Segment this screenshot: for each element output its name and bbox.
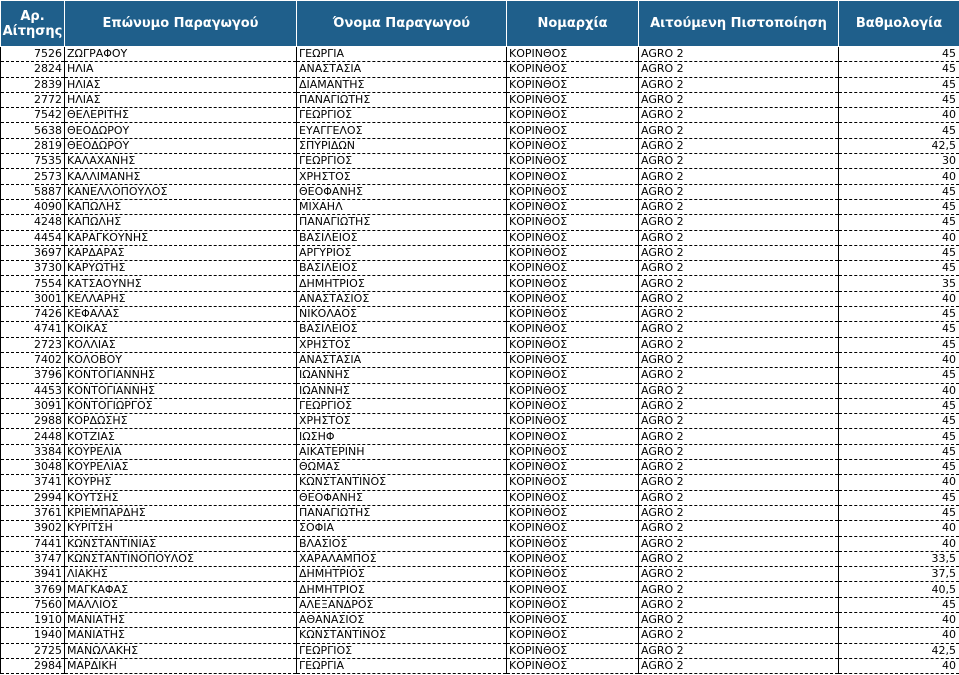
application-number-cell: 3091 <box>1 398 65 413</box>
application-number-cell: 2723 <box>1 337 65 352</box>
certification-cell: AGRO 2 <box>639 368 839 383</box>
surname-cell: ΚΑΠΩΛΗΣ <box>65 215 297 230</box>
surname-cell: ΚΟΝΤΟΓΙΑΝΝΗΣ <box>65 383 297 398</box>
prefecture-cell: ΚΟΡΙΝΘΟΣ <box>507 368 639 383</box>
prefecture-cell: ΚΟΡΙΝΘΟΣ <box>507 628 639 643</box>
surname-cell: ΘΕΟΔΩΡΟΥ <box>65 123 297 138</box>
table-row <box>1 414 959 429</box>
certification-cell: AGRO 2 <box>639 536 839 551</box>
application-number-cell: 4453 <box>1 383 65 398</box>
application-number-cell: 2984 <box>1 658 65 673</box>
name-cell: ΑΝΑΣΤΑΣΙΟΣ <box>297 291 507 306</box>
score-cell: 45 <box>839 368 959 383</box>
name-cell: ΔΗΜΗΤΡΙΟΣ <box>297 276 507 291</box>
application-number-cell: 3761 <box>1 505 65 520</box>
table-row <box>1 383 959 398</box>
certification-cell: AGRO 2 <box>639 628 839 643</box>
certification-cell: AGRO 2 <box>639 597 839 612</box>
surname-cell: ΜΑΛΛΙΟΣ <box>65 597 297 612</box>
application-number-cell: 2725 <box>1 643 65 658</box>
prefecture-cell: ΚΟΡΙΝΘΟΣ <box>507 551 639 566</box>
name-cell: ΒΑΣΙΛΕΙΟΣ <box>297 261 507 276</box>
score-cell: 45 <box>839 444 959 459</box>
table-row <box>1 184 959 199</box>
surname-cell: ΚΟΥΡΗΣ <box>65 475 297 490</box>
application-number-cell: 3730 <box>1 261 65 276</box>
score-cell: 45 <box>839 261 959 276</box>
prefecture-cell: ΚΟΡΙΝΘΟΣ <box>507 307 639 322</box>
surname-cell: ΚΑΛΛΙΜΑΝΗΣ <box>65 169 297 184</box>
name-cell: ΓΕΩΡΓΙΟΣ <box>297 643 507 658</box>
certification-cell: AGRO 2 <box>639 475 839 490</box>
header-requested-certification: Αιτούμενη Πιστοποίηση <box>639 1 839 47</box>
header-prefecture: Νομαρχία <box>507 1 639 47</box>
header-producer-surname: Επώνυμο Παραγωγού <box>65 1 297 47</box>
score-cell: 40 <box>839 230 959 245</box>
certification-cell: AGRO 2 <box>639 352 839 367</box>
table-row <box>1 92 959 107</box>
table-row <box>1 398 959 413</box>
application-number-cell: 7560 <box>1 597 65 612</box>
table-row <box>1 536 959 551</box>
certification-cell: AGRO 2 <box>639 521 839 536</box>
table-row <box>1 352 959 367</box>
score-cell: 45 <box>839 429 959 444</box>
name-cell: ΓΕΩΡΓΙΑ <box>297 47 507 62</box>
name-cell: ΝΙΚΟΛΑΟΣ <box>297 307 507 322</box>
score-cell: 42,5 <box>839 138 959 153</box>
score-cell: 45 <box>839 505 959 520</box>
certification-cell: AGRO 2 <box>639 276 839 291</box>
prefecture-cell: ΚΟΡΙΝΘΟΣ <box>507 154 639 169</box>
score-cell: 40 <box>839 612 959 627</box>
surname-cell: ΘΕΟΔΩΡΟΥ <box>65 138 297 153</box>
surname-cell: ΚΑΡΔΑΡΑΣ <box>65 245 297 260</box>
application-number-cell: 3902 <box>1 521 65 536</box>
application-number-cell: 7554 <box>1 276 65 291</box>
table-row <box>1 643 959 658</box>
prefecture-cell: ΚΟΡΙΝΘΟΣ <box>507 429 639 444</box>
surname-cell: ΚΟΤΖΙΑΣ <box>65 429 297 444</box>
name-cell: ΑΝΑΣΤΑΣΙΑ <box>297 352 507 367</box>
surname-cell: ΜΑΡΔΙΚΗ <box>65 658 297 673</box>
certification-cell: AGRO 2 <box>639 460 839 475</box>
table-row <box>1 62 959 77</box>
surname-cell: ΚΟΛΟΒΟΥ <box>65 352 297 367</box>
name-cell: ΒΑΣΙΛΕΙΟΣ <box>297 230 507 245</box>
application-number-cell: 4090 <box>1 199 65 214</box>
score-cell: 40 <box>839 521 959 536</box>
score-cell: 45 <box>839 123 959 138</box>
table-row <box>1 322 959 337</box>
application-number-cell: 7426 <box>1 307 65 322</box>
name-cell: ΠΑΝΑΓΙΩΤΗΣ <box>297 505 507 520</box>
name-cell: ΚΩΝΣΤΑΝΤΙΝΟΣ <box>297 628 507 643</box>
application-number-cell: 5638 <box>1 123 65 138</box>
name-cell: ΧΡΗΣΤΟΣ <box>297 169 507 184</box>
certification-cell: AGRO 2 <box>639 307 839 322</box>
prefecture-cell: ΚΟΡΙΝΘΟΣ <box>507 291 639 306</box>
table-row <box>1 444 959 459</box>
name-cell: ΒΑΣΙΛΕΙΟΣ <box>297 322 507 337</box>
score-cell: 45 <box>839 597 959 612</box>
name-cell: ΧΡΗΣΤΟΣ <box>297 337 507 352</box>
name-cell: ΠΑΝΑΓΙΩΤΗΣ <box>297 215 507 230</box>
certification-cell: AGRO 2 <box>639 138 839 153</box>
application-number-cell: 5887 <box>1 184 65 199</box>
header-row <box>1 1 959 47</box>
score-cell: 45 <box>839 77 959 92</box>
certification-cell: AGRO 2 <box>639 184 839 199</box>
certification-cell: AGRO 2 <box>639 154 839 169</box>
score-cell: 45 <box>839 92 959 107</box>
table-row <box>1 291 959 306</box>
table-row <box>1 230 959 245</box>
surname-cell: ΖΩΓΡΑΦΟΥ <box>65 47 297 62</box>
table-row <box>1 154 959 169</box>
table-row <box>1 47 959 62</box>
prefecture-cell: ΚΟΡΙΝΘΟΣ <box>507 658 639 673</box>
name-cell: ΣΠΥΡΙΔΩΝ <box>297 138 507 153</box>
score-cell: 40 <box>839 352 959 367</box>
application-number-cell: 3941 <box>1 567 65 582</box>
score-cell: 40 <box>839 658 959 673</box>
table-row <box>1 276 959 291</box>
certification-cell: AGRO 2 <box>639 551 839 566</box>
table-row <box>1 597 959 612</box>
application-number-cell: 3048 <box>1 460 65 475</box>
score-cell: 45 <box>839 62 959 77</box>
certification-cell: AGRO 2 <box>639 643 839 658</box>
table-row <box>1 628 959 643</box>
certification-cell: AGRO 2 <box>639 383 839 398</box>
prefecture-cell: ΚΟΡΙΝΘΟΣ <box>507 199 639 214</box>
surname-cell: ΜΑΝΙΑΤΗΣ <box>65 612 297 627</box>
name-cell: ΘΩΜΑΣ <box>297 460 507 475</box>
certification-cell: AGRO 2 <box>639 322 839 337</box>
certification-cell: AGRO 2 <box>639 77 839 92</box>
surname-cell: ΚΟΛΛΙΑΣ <box>65 337 297 352</box>
table-row <box>1 475 959 490</box>
surname-cell: ΚΟΥΡΕΛΙΑΣ <box>65 460 297 475</box>
prefecture-cell: ΚΟΡΙΝΘΟΣ <box>507 597 639 612</box>
prefecture-cell: ΚΟΡΙΝΘΟΣ <box>507 398 639 413</box>
application-number-cell: 3697 <box>1 245 65 260</box>
table-row <box>1 245 959 260</box>
prefecture-cell: ΚΟΡΙΝΘΟΣ <box>507 62 639 77</box>
score-cell: 45 <box>839 307 959 322</box>
application-number-cell: 3747 <box>1 551 65 566</box>
table-row <box>1 460 959 475</box>
certification-cell: AGRO 2 <box>639 215 839 230</box>
score-cell: 40 <box>839 108 959 123</box>
certification-cell: AGRO 2 <box>639 47 839 62</box>
score-cell: 40,5 <box>839 582 959 597</box>
table-row <box>1 490 959 505</box>
score-cell: 45 <box>839 199 959 214</box>
certification-cell: AGRO 2 <box>639 92 839 107</box>
application-number-cell: 4248 <box>1 215 65 230</box>
prefecture-cell: ΚΟΡΙΝΘΟΣ <box>507 475 639 490</box>
prefecture-cell: ΚΟΡΙΝΘΟΣ <box>507 414 639 429</box>
table-row <box>1 582 959 597</box>
surname-cell: ΚΑΛΑΧΑΝΗΣ <box>65 154 297 169</box>
surname-cell: ΚΩΝΣΤΑΝΤΙΝΙΑΣ <box>65 536 297 551</box>
name-cell: ΑΘΑΝΑΣΙΟΣ <box>297 612 507 627</box>
name-cell: ΒΛΑΣΙΟΣ <box>297 536 507 551</box>
table-row <box>1 368 959 383</box>
name-cell: ΘΕΟΦΑΝΗΣ <box>297 490 507 505</box>
application-number-cell: 3384 <box>1 444 65 459</box>
table-row <box>1 77 959 92</box>
application-number-cell: 4454 <box>1 230 65 245</box>
prefecture-cell: ΚΟΡΙΝΘΟΣ <box>507 47 639 62</box>
application-number-cell: 3001 <box>1 291 65 306</box>
surname-cell: ΚΑΡΥΩΤΗΣ <box>65 261 297 276</box>
application-number-cell: 7542 <box>1 108 65 123</box>
header-producer-name: Όνομα Παραγωγού <box>297 1 507 47</box>
prefecture-cell: ΚΟΡΙΝΘΟΣ <box>507 138 639 153</box>
application-number-cell: 3796 <box>1 368 65 383</box>
table-row <box>1 612 959 627</box>
certification-cell: AGRO 2 <box>639 169 839 184</box>
surname-cell: ΘΕΛΕΡΙΤΗΣ <box>65 108 297 123</box>
surname-cell: ΗΛΙΑ <box>65 62 297 77</box>
score-cell: 45 <box>839 47 959 62</box>
table-row <box>1 138 959 153</box>
surname-cell: ΚΡΙΕΜΠΑΡΔΗΣ <box>65 505 297 520</box>
name-cell: ΓΕΩΡΓΙΟΣ <box>297 154 507 169</box>
header-score: Βαθμολογία <box>839 1 959 47</box>
prefecture-cell: ΚΟΡΙΝΘΟΣ <box>507 245 639 260</box>
prefecture-cell: ΚΟΡΙΝΘΟΣ <box>507 261 639 276</box>
application-number-cell: 1940 <box>1 628 65 643</box>
application-number-cell: 7441 <box>1 536 65 551</box>
certification-cell: AGRO 2 <box>639 490 839 505</box>
application-number-cell: 2819 <box>1 138 65 153</box>
table-row <box>1 567 959 582</box>
score-cell: 40 <box>839 628 959 643</box>
certification-cell: AGRO 2 <box>639 230 839 245</box>
application-number-cell: 2824 <box>1 62 65 77</box>
score-cell: 40 <box>839 536 959 551</box>
score-cell: 40 <box>839 475 959 490</box>
prefecture-cell: ΚΟΡΙΝΘΟΣ <box>507 169 639 184</box>
certification-cell: AGRO 2 <box>639 261 839 276</box>
table-row <box>1 551 959 566</box>
name-cell: ΔΗΜΗΤΡΙΟΣ <box>297 582 507 597</box>
score-cell: 40 <box>839 169 959 184</box>
name-cell: ΧΡΗΣΤΟΣ <box>297 414 507 429</box>
certification-cell: AGRO 2 <box>639 414 839 429</box>
surname-cell: ΜΑΝΩΛΑΚΗΣ <box>65 643 297 658</box>
application-number-cell: 7526 <box>1 47 65 62</box>
score-cell: 45 <box>839 398 959 413</box>
application-number-cell: 2448 <box>1 429 65 444</box>
surname-cell: ΛΙΑΚΗΣ <box>65 567 297 582</box>
surname-cell: ΜΑΓΚΑΦΑΣ <box>65 582 297 597</box>
name-cell: ΔΙΑΜΑΝΤΗΣ <box>297 77 507 92</box>
table-row <box>1 169 959 184</box>
score-cell: 40 <box>839 291 959 306</box>
name-cell: ΜΙΧΑΗΛ <box>297 199 507 214</box>
name-cell: ΔΗΜΗΤΡΙΟΣ <box>297 567 507 582</box>
name-cell: ΑΙΚΑΤΕΡΙΝΗ <box>297 444 507 459</box>
certification-cell: AGRO 2 <box>639 658 839 673</box>
score-cell: 35 <box>839 276 959 291</box>
name-cell: ΑΡΓΥΡΙΟΣ <box>297 245 507 260</box>
surname-cell: ΗΛΙΑΣ <box>65 92 297 107</box>
prefecture-cell: ΚΟΡΙΝΘΟΣ <box>507 567 639 582</box>
table-row <box>1 505 959 520</box>
application-number-cell: 7535 <box>1 154 65 169</box>
certification-cell: AGRO 2 <box>639 612 839 627</box>
application-number-cell: 7402 <box>1 352 65 367</box>
surname-cell: ΚΑΡΑΓΚΟΥΝΗΣ <box>65 230 297 245</box>
table-row <box>1 261 959 276</box>
surname-cell: ΚΟΝΤΟΓΙΩΡΓΟΣ <box>65 398 297 413</box>
score-cell: 45 <box>839 460 959 475</box>
prefecture-cell: ΚΟΡΙΝΘΟΣ <box>507 77 639 92</box>
surname-cell: ΚΟΙΚΑΣ <box>65 322 297 337</box>
certification-cell: AGRO 2 <box>639 245 839 260</box>
prefecture-cell: ΚΟΡΙΝΘΟΣ <box>507 352 639 367</box>
table-row <box>1 658 959 673</box>
prefecture-cell: ΚΟΡΙΝΘΟΣ <box>507 521 639 536</box>
certification-cell: AGRO 2 <box>639 337 839 352</box>
score-cell: 42,5 <box>839 643 959 658</box>
surname-cell: ΚΑΝΕΛΛΟΠΟΥΛΟΣ <box>65 184 297 199</box>
surname-cell: ΚΥΡΙΤΣΗ <box>65 521 297 536</box>
prefecture-cell: ΚΟΡΙΝΘΟΣ <box>507 276 639 291</box>
prefecture-cell: ΚΟΡΙΝΘΟΣ <box>507 505 639 520</box>
score-cell: 45 <box>839 490 959 505</box>
prefecture-cell: ΚΟΡΙΝΘΟΣ <box>507 490 639 505</box>
table-row <box>1 199 959 214</box>
name-cell: ΓΕΩΡΓΙΟΣ <box>297 398 507 413</box>
prefecture-cell: ΚΟΡΙΝΘΟΣ <box>507 322 639 337</box>
name-cell: ΕΥΑΓΓΕΛΟΣ <box>297 123 507 138</box>
prefecture-cell: ΚΟΡΙΝΘΟΣ <box>507 108 639 123</box>
name-cell: ΠΑΝΑΓΙΩΤΗΣ <box>297 92 507 107</box>
prefecture-cell: ΚΟΡΙΝΘΟΣ <box>507 337 639 352</box>
header-application-number: Αρ. Αίτησης <box>1 1 65 47</box>
name-cell: ΑΛΕΞΑΝΔΡΟΣ <box>297 597 507 612</box>
table-row <box>1 429 959 444</box>
prefecture-cell: ΚΟΡΙΝΘΟΣ <box>507 383 639 398</box>
surname-cell: ΚΟΡΔΩΣΗΣ <box>65 414 297 429</box>
application-number-cell: 1910 <box>1 612 65 627</box>
prefecture-cell: ΚΟΡΙΝΘΟΣ <box>507 184 639 199</box>
name-cell: ΑΝΑΣΤΑΣΙΑ <box>297 62 507 77</box>
name-cell: ΧΑΡΑΛΑΜΠΟΣ <box>297 551 507 566</box>
score-cell: 40 <box>839 383 959 398</box>
application-number-cell: 4741 <box>1 322 65 337</box>
name-cell: ΙΩΑΝΝΗΣ <box>297 383 507 398</box>
application-number-cell: 2772 <box>1 92 65 107</box>
certification-cell: AGRO 2 <box>639 108 839 123</box>
score-cell: 45 <box>839 414 959 429</box>
name-cell: ΣΟΦΙΑ <box>297 521 507 536</box>
name-cell: ΓΕΩΡΓΙΟΣ <box>297 108 507 123</box>
surname-cell: ΚΕΦΑΛΑΣ <box>65 307 297 322</box>
certification-cell: AGRO 2 <box>639 582 839 597</box>
certification-cell: AGRO 2 <box>639 505 839 520</box>
certification-cell: AGRO 2 <box>639 62 839 77</box>
table-row <box>1 215 959 230</box>
surname-cell: ΚΑΠΩΛΗΣ <box>65 199 297 214</box>
prefecture-cell: ΚΟΡΙΝΘΟΣ <box>507 444 639 459</box>
table-row <box>1 521 959 536</box>
prefecture-cell: ΚΟΡΙΝΘΟΣ <box>507 536 639 551</box>
application-number-cell: 3741 <box>1 475 65 490</box>
surname-cell: ΚΩΝΣΤΑΝΤΙΝΟΠΟΥΛΟΣ <box>65 551 297 566</box>
certification-cell: AGRO 2 <box>639 398 839 413</box>
score-cell: 45 <box>839 215 959 230</box>
application-number-cell: 3769 <box>1 582 65 597</box>
application-number-cell: 2573 <box>1 169 65 184</box>
name-cell: ΘΕΟΦΑΝΗΣ <box>297 184 507 199</box>
table-row <box>1 108 959 123</box>
surname-cell: ΚΟΝΤΟΓΙΑΝΝΗΣ <box>65 368 297 383</box>
name-cell: ΙΩΣΗΦ <box>297 429 507 444</box>
prefecture-cell: ΚΟΡΙΝΘΟΣ <box>507 230 639 245</box>
surname-cell: ΚΕΛΛΑΡΗΣ <box>65 291 297 306</box>
certification-cell: AGRO 2 <box>639 199 839 214</box>
prefecture-cell: ΚΟΡΙΝΘΟΣ <box>507 582 639 597</box>
prefecture-cell: ΚΟΡΙΝΘΟΣ <box>507 215 639 230</box>
name-cell: ΓΕΩΡΓΙΑ <box>297 658 507 673</box>
surname-cell: ΚΑΤΣΑΟΥΝΗΣ <box>65 276 297 291</box>
certification-cell: AGRO 2 <box>639 444 839 459</box>
surname-cell: ΚΟΥΡΕΛΙΑ <box>65 444 297 459</box>
prefecture-cell: ΚΟΡΙΝΘΟΣ <box>507 92 639 107</box>
score-cell: 45 <box>839 322 959 337</box>
name-cell: ΙΩΑΝΝΗΣ <box>297 368 507 383</box>
certification-cell: AGRO 2 <box>639 291 839 306</box>
table-row <box>1 307 959 322</box>
surname-cell: ΗΛΙΑΣ <box>65 77 297 92</box>
score-cell: 33,5 <box>839 551 959 566</box>
surname-cell: ΚΟΥΤΣΗΣ <box>65 490 297 505</box>
score-cell: 45 <box>839 337 959 352</box>
certification-cell: AGRO 2 <box>639 567 839 582</box>
application-number-cell: 2839 <box>1 77 65 92</box>
table-row <box>1 337 959 352</box>
name-cell: ΚΩΝΣΤΑΝΤΙΝΟΣ <box>297 475 507 490</box>
score-cell: 30 <box>839 154 959 169</box>
score-cell: 37,5 <box>839 567 959 582</box>
table-row <box>1 123 959 138</box>
score-cell: 45 <box>839 245 959 260</box>
score-cell: 45 <box>839 184 959 199</box>
prefecture-cell: ΚΟΡΙΝΘΟΣ <box>507 643 639 658</box>
application-number-cell: 2988 <box>1 414 65 429</box>
prefecture-cell: ΚΟΡΙΝΘΟΣ <box>507 123 639 138</box>
certification-cell: AGRO 2 <box>639 429 839 444</box>
application-number-cell: 2994 <box>1 490 65 505</box>
certification-cell: AGRO 2 <box>639 123 839 138</box>
prefecture-cell: ΚΟΡΙΝΘΟΣ <box>507 460 639 475</box>
surname-cell: ΜΑΝΙΑΤΗΣ <box>65 628 297 643</box>
prefecture-cell: ΚΟΡΙΝΘΟΣ <box>507 612 639 627</box>
